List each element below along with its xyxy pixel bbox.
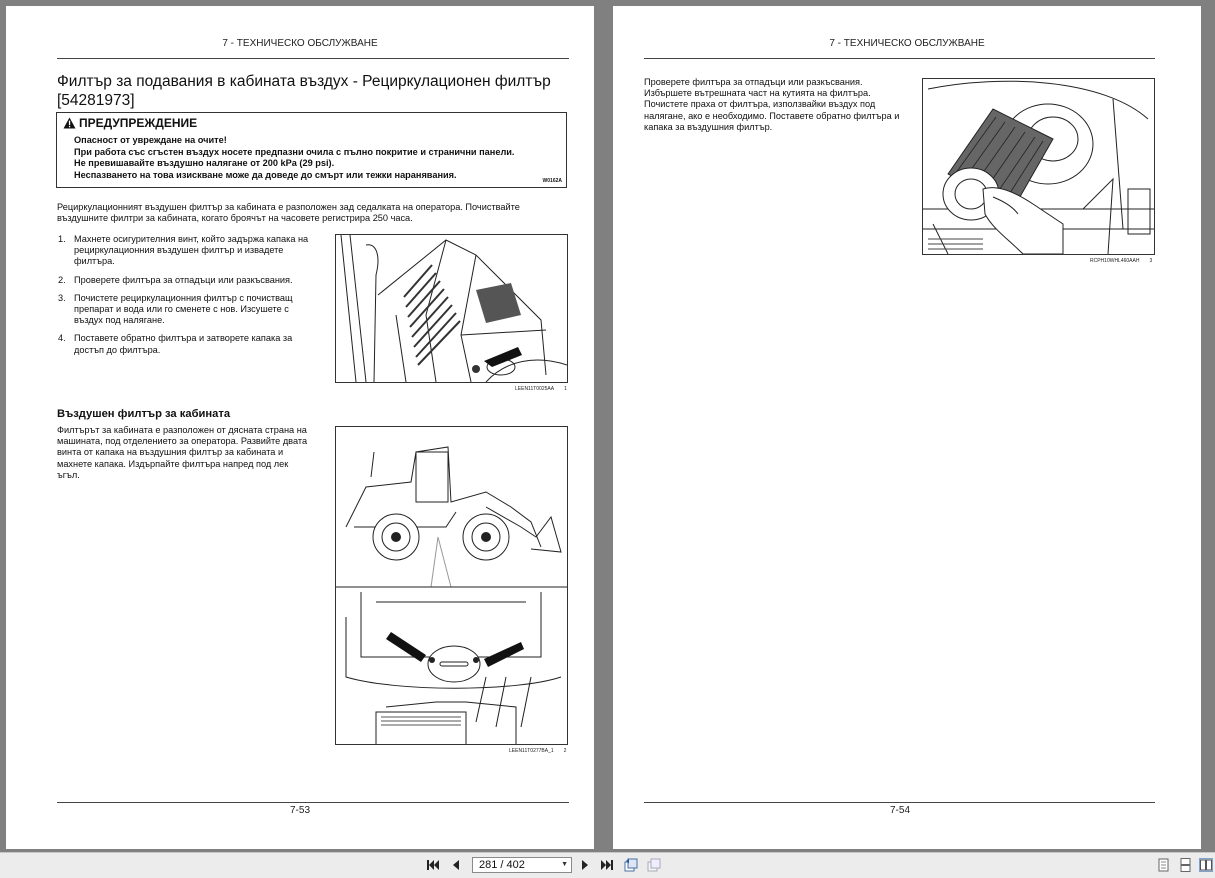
page-number-input[interactable]: 281 / 402 ▼	[472, 857, 572, 873]
recirculation-filter-illustration	[336, 235, 567, 382]
footer-rule	[644, 802, 1155, 803]
procedure-steps	[56, 234, 318, 363]
warning-line: При работа със сгъстен въздух носете предпазни очила с пълно покритие и странични панели.	[74, 146, 515, 157]
warning-code: W0162A	[542, 178, 562, 184]
figure-caption: LEEN11T0277BA_1 2	[509, 748, 567, 754]
figure-recirculation-filter	[335, 234, 568, 383]
warning-line: Опасност от увреждане на очите!	[74, 135, 227, 145]
figure-caption: LEEN11T0025AA 1	[515, 386, 567, 392]
step-item: 1. Махнете осигурителния винт, който задържа капака на рециркулационния въздушен филтър и извадете филтъра.	[58, 234, 309, 267]
continuous-view-icon	[1180, 858, 1191, 872]
next-page-icon	[580, 859, 590, 871]
step-item: 2. Проверете филтъра за отпадъци или разкъсвания.	[58, 274, 293, 285]
header-rule	[644, 58, 1155, 59]
go-back-icon	[624, 858, 638, 872]
prev-page-button[interactable]	[449, 858, 463, 872]
warning-box	[56, 112, 567, 188]
chevron-down-icon: ▼	[561, 861, 568, 868]
continuous-view-button[interactable]	[1178, 858, 1192, 872]
page-7-53	[6, 6, 594, 849]
go-forward-button[interactable]	[647, 858, 661, 872]
warning-line: Не превишавайте въздушно налягане от 200 kPa (29 psi).	[74, 158, 335, 169]
header-rule	[57, 58, 569, 59]
go-back-button[interactable]	[624, 858, 638, 872]
go-forward-icon	[647, 858, 661, 872]
wheel-loader-illustration	[336, 427, 567, 744]
intro-paragraph: Рециркулационният въздушен филтър за кабината е разположен зад седалката на оператора. Почиствайте въздушните филтри за кабината, когато броячът на часовете регистрира 250 часа.	[57, 202, 520, 224]
warning-text	[74, 135, 514, 181]
warning-heading: ПРЕДУПРЕЖДЕНИЕ	[79, 116, 198, 130]
warning-triangle-icon	[63, 117, 76, 129]
figure-air-filter-removal	[922, 78, 1155, 255]
page-7-54	[613, 6, 1201, 849]
page-header: 7 - ТЕХНИЧЕСКО ОБСЛУЖВАНЕ	[829, 38, 985, 49]
single-page-view-button[interactable]	[1156, 858, 1170, 872]
figure-caption: RCPH10WHL460AAH 3	[1090, 258, 1153, 264]
figure-cab-air-filter	[335, 426, 568, 745]
body-paragraph: Проверете филтъра за отпадъци или разкъсвания. Избършете вътрешната част на кутията на филтъра. Почистете праха от филтъра, използвайки въздух под налягане, ако е необходимо. Поставете обратно филтъра и капака за въздушния филтър.	[644, 77, 900, 132]
footer-rule	[57, 802, 569, 803]
two-page-view-icon	[1200, 859, 1212, 871]
page-header: 7 - ТЕХНИЧЕСКО ОБСЛУЖВАНЕ	[222, 38, 378, 49]
last-page-button[interactable]	[599, 858, 613, 872]
navigation-toolbar	[0, 852, 1215, 878]
next-page-button[interactable]	[578, 858, 592, 872]
subsection-heading: Въздушен филтър за кабината	[57, 408, 231, 420]
step-item: 4. Поставете обратно филтъра и затворете капака за достъп до филтъра.	[58, 333, 293, 355]
page-number: 7-54	[889, 805, 910, 816]
two-page-view-button[interactable]	[1199, 858, 1213, 872]
page-number: 7-53	[289, 805, 310, 816]
section-title: Филтър за подавания в кабината въздух - Рециркулационен филтър [54281973]	[57, 73, 551, 109]
step-item: 3. Почистете рециркулационния филтър с почистващ препарат и вода или го сменете с нов. Изсушете с въздух под налягане.	[58, 292, 293, 326]
first-page-button[interactable]	[426, 858, 440, 872]
warning-line: Неспазването на това изискване може да доведе до смърт или тежки наранявания.	[74, 169, 457, 180]
subsection-text: Филтърът за кабината е разположен от дясната страна на машината, под отделението за оператора. Развийте двата винта от капака на въздушния филтър за кабината и махнете капака. Издърпайте филтъра напред под лек ъгъл.	[57, 425, 308, 480]
air-filter-cartridge-illustration	[923, 79, 1154, 254]
single-page-view-icon	[1158, 858, 1169, 872]
last-page-icon	[600, 859, 613, 871]
first-page-icon	[427, 859, 440, 871]
prev-page-icon	[451, 859, 461, 871]
